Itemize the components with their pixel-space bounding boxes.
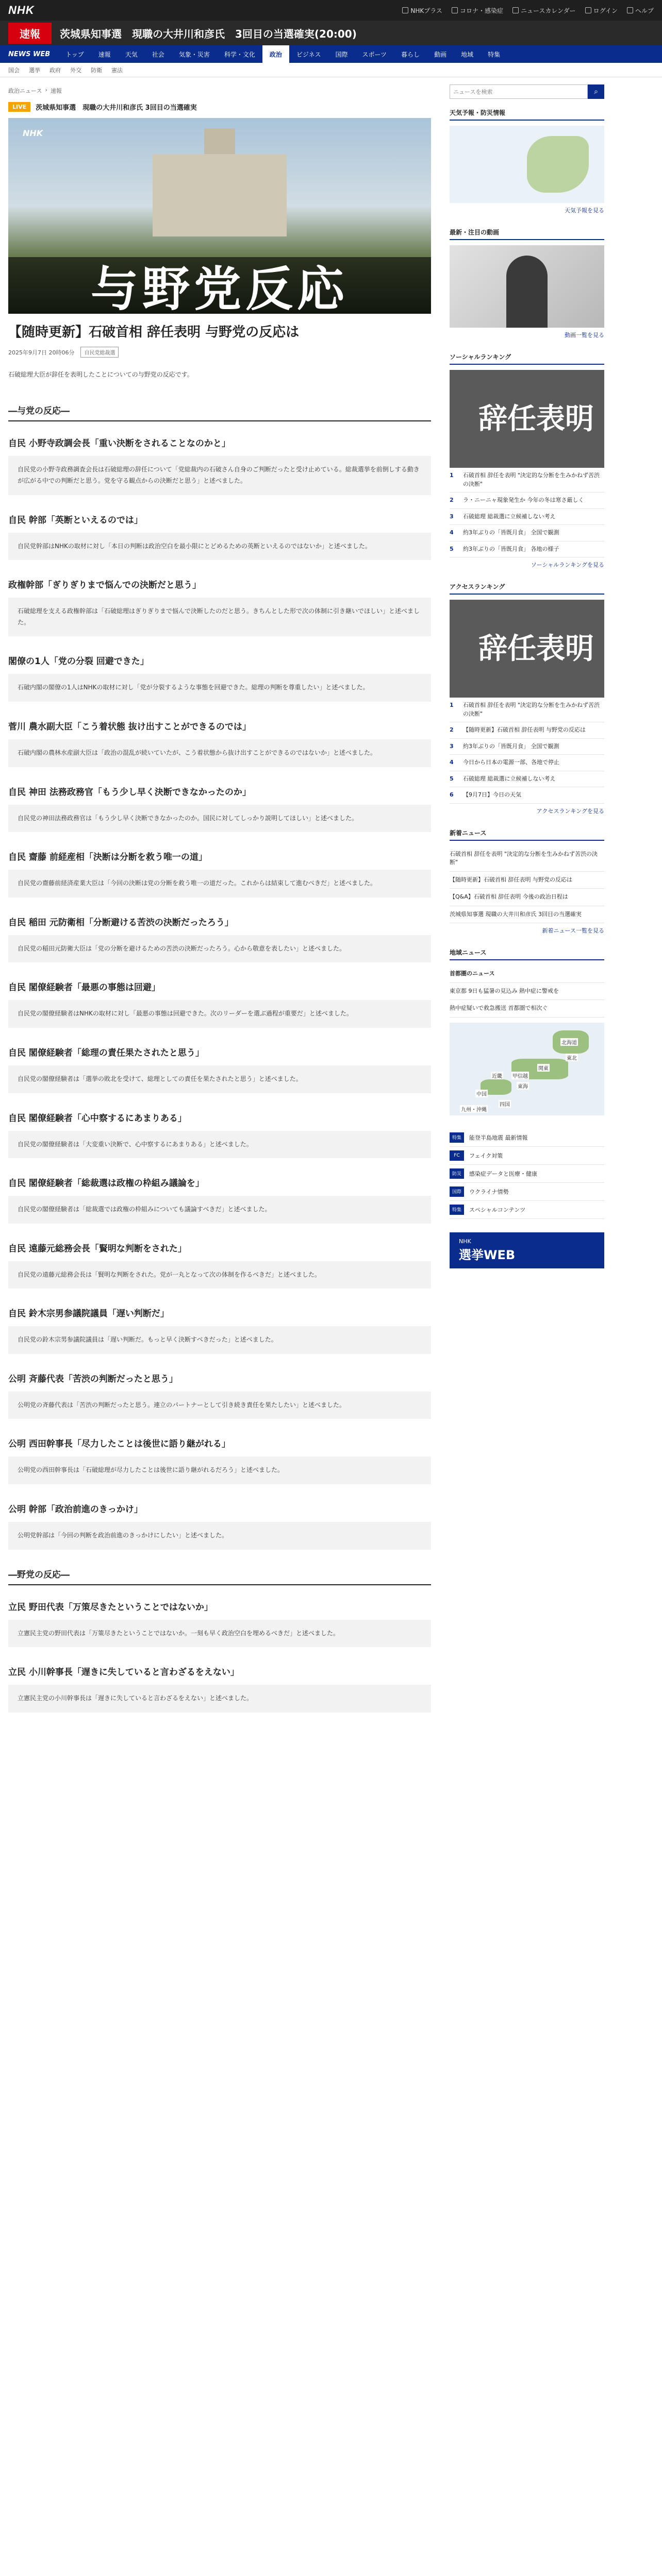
reaction-quote: 石破内閣の閣僚の1人はNHKの取材に対し「党が分裂するような事態を回避できた。総理の判断を尊重したい」と述べました。 xyxy=(8,674,431,702)
reaction-quote: 自民党の小野寺政務調査会長は石破総理の辞任について「党総裁内の石破さん自身のご判断だったと受け止めている。総裁選挙を前倒しする動きが広がる中での判断だと思う。党を守る観点からの決断だと思う」と述べました。 xyxy=(8,456,431,495)
reaction-quote: 立憲民主党の野田代表は「万策尽きたということではないか。一刻も早く政治空白を埋めるべきだ」と述べました。 xyxy=(8,1620,431,1648)
link-icon xyxy=(512,7,519,13)
news-item[interactable]: 【Q&A】石破首相 辞任表明 今後の政治日程は xyxy=(450,889,604,906)
search-input[interactable] xyxy=(450,84,588,99)
section-heading: ―与党の反応― xyxy=(8,403,431,421)
reaction-quote: 自民党の遠藤元総務会長は「賢明な判断をされた。党が一丸となって次の体制を作るべきだ」と述べました。 xyxy=(8,1261,431,1289)
link-row[interactable] xyxy=(450,1201,604,1219)
link-badge-icon: 特集 xyxy=(450,1132,464,1143)
rank-number: 2 xyxy=(450,726,454,733)
search-box xyxy=(450,84,604,99)
ranking-text: 【9月7日】今日の天気 xyxy=(463,791,521,798)
nav-item[interactable]: 国際 xyxy=(335,50,348,58)
article-title: 【随時更新】石破首相 辞任表明 与野党の反応は xyxy=(8,325,300,340)
ranking-text: 約3年ぶりの「皆既月食」 全国で観測 xyxy=(463,742,559,750)
top-link[interactable] xyxy=(452,6,503,15)
region-label[interactable]: 北海道 xyxy=(560,1038,578,1046)
ranking-text: 石破総理 総裁選に立候補しない考え xyxy=(463,775,556,782)
reaction-quote: 自民党の閣僚経験者は「大変重い決断で、心中察するにあまりある」と述べました。 xyxy=(8,1131,431,1159)
ranking-item[interactable] xyxy=(450,739,604,755)
nav-item[interactable]: トップ xyxy=(65,50,84,58)
reaction-quote: 自民党の閣僚経験者は「総裁選では政権の枠組みについても議論すべきだ」と述べました。 xyxy=(8,1196,431,1224)
reaction-quote: 立憲民主党の小川幹事長は「遅きに失していると言わざるをえない」と述べました。 xyxy=(8,1685,431,1713)
hero-caption: 与野党反応 xyxy=(8,257,431,314)
hero-image xyxy=(8,118,431,314)
section-heading: ―野党の反応― xyxy=(8,1567,431,1585)
access-list xyxy=(450,698,604,804)
subnav-item[interactable]: 防衛 xyxy=(91,66,102,74)
top-link-label: ログイン xyxy=(593,7,618,14)
local-region[interactable]: 首都圏のニュース xyxy=(450,965,604,983)
banner-nhk: NHK xyxy=(459,1238,471,1245)
top-links xyxy=(402,6,654,15)
ranking-box xyxy=(450,352,604,569)
rank-number: 3 xyxy=(450,513,454,520)
reaction-heading: 自民 齋藤 前経産相「決断は分断を救う唯一の道」 xyxy=(8,852,207,863)
reaction-heading: 公明 幹部「政治前進のきっかけ」 xyxy=(8,1504,143,1515)
link-label: フェイク対策 xyxy=(469,1152,503,1159)
reaction-heading: 自民 閣僚経験者「総理の責任果たされたと思う」 xyxy=(8,1047,204,1058)
breaking-tag: 速報 xyxy=(8,23,52,44)
breaking-text[interactable]: 茨城県知事選 現職の大井川和彦氏 3回目の当選確実(20:00) xyxy=(60,27,357,40)
reaction-heading: 自民 幹部「英断といえるのでは」 xyxy=(8,515,143,526)
japan-map-shape xyxy=(527,136,589,193)
ranking-item[interactable] xyxy=(450,698,604,722)
main-nav xyxy=(0,45,662,63)
region-label[interactable]: 中国 xyxy=(475,1090,488,1097)
nav-item[interactable]: 特集 xyxy=(488,50,501,58)
link-icon xyxy=(452,7,458,13)
subnav-item[interactable]: 憲法 xyxy=(111,66,123,74)
region-label[interactable]: 甲信越 xyxy=(511,1072,529,1079)
ranking-title: ソーシャルランキング xyxy=(450,352,604,365)
article-tag[interactable]: 自民党総裁選 xyxy=(80,347,119,358)
ranking-text: 石破首相 辞任を表明 "決定的な分断を生みかねず苦渋の決断" xyxy=(463,472,600,487)
access-box xyxy=(450,582,604,815)
rank-number: 3 xyxy=(450,742,454,750)
access-image[interactable]: 辞任表明 xyxy=(450,600,604,698)
reaction-heading: 菅川 農水副大臣「こう着状態 抜け出すことができるのでは」 xyxy=(8,721,251,732)
ranking-item[interactable] xyxy=(450,493,604,509)
region-label[interactable]: 東北 xyxy=(566,1054,578,1061)
weather-link[interactable]: 天気予報を見る xyxy=(565,207,604,214)
sub-nav xyxy=(0,63,662,77)
local-region-map[interactable] xyxy=(450,1023,604,1115)
ranking-text: 【随時更新】石破首相 辞任表明 与野党の反応は xyxy=(463,726,586,733)
ranking-text: 約3年ぶりの「皆既月食」 全国で観測 xyxy=(463,529,559,536)
article-date: 2025年9月7日 20時06分 xyxy=(8,349,75,356)
news-more-link[interactable]: 新着ニュース一覧を見る xyxy=(542,927,604,934)
link-label: 能登半島地震 最新情報 xyxy=(469,1134,528,1141)
local-items xyxy=(450,983,604,1018)
top-link[interactable] xyxy=(402,6,442,15)
region-label[interactable]: 九州・沖縄 xyxy=(460,1105,488,1113)
diet-building xyxy=(153,154,287,236)
reaction-quote: 石破内閣の農林水産副大臣は「政治の混乱が続いていたが、こう着状態から抜け出すことができるのではないか」と述べました。 xyxy=(8,739,431,767)
top-bar xyxy=(0,0,662,21)
link-row[interactable] xyxy=(450,1129,604,1147)
link-label: ウクライナ情勢 xyxy=(469,1188,509,1195)
nav-brand[interactable]: NEWS WEB xyxy=(8,50,51,58)
link-icon xyxy=(402,7,408,13)
live-text[interactable]: 茨城県知事選 現職の大井川和彦氏 3回目の当選確実 xyxy=(36,104,197,112)
reaction-quote: 自民党の齋藤前経済産業大臣は「今回の決断は党の分断を救う唯一の道だった。これからは結束して進むべきだ」と述べました。 xyxy=(8,870,431,897)
local-title: 地域ニュース xyxy=(450,948,604,960)
nav-items xyxy=(58,45,507,63)
reaction-quote: 自民党の閣僚経験者はNHKの取材に対し「最悪の事態は回避できた。次のリーダーを選ぶ過程が重要だ」と述べました。 xyxy=(8,1000,431,1028)
reaction-heading: 自民 小野寺政調会長「重い決断をされることなのかと」 xyxy=(8,438,230,449)
local-news-item[interactable]: 東京都 9日も猛暑の見込み 熱中症に警戒を xyxy=(450,983,604,1001)
breadcrumb-item[interactable]: 政治ニュース xyxy=(8,88,42,94)
reaction-heading: 自民 閣僚経験者「総裁選は政権の枠組み議論を」 xyxy=(8,1178,204,1189)
nhk-logo[interactable]: NHK xyxy=(8,4,35,16)
subnav-item[interactable]: 国会 xyxy=(8,66,20,74)
ranking-item[interactable] xyxy=(450,525,604,541)
nav-item[interactable]: 地域 xyxy=(461,50,474,58)
weather-title: 天気予報・防災情報 xyxy=(450,108,604,121)
breadcrumb-item[interactable]: 速報 xyxy=(50,88,62,94)
ranking-item[interactable] xyxy=(450,541,604,558)
nav-item[interactable]: スポーツ xyxy=(362,50,387,58)
link-icon xyxy=(585,7,591,13)
link-label: スペシャルコンテンツ xyxy=(469,1206,526,1213)
local-news-item[interactable]: 熱中症疑いで救急搬送 首都圏で相次ぐ xyxy=(450,1000,604,1018)
reaction-heading: 政権幹部「ぎりぎりまで悩んでの決断だと思う」 xyxy=(8,580,201,591)
news-item[interactable]: 茨城県知事選 現職の大井川和彦氏 3回目の当選確実 xyxy=(450,906,604,924)
video-box xyxy=(450,228,604,339)
rank-number: 4 xyxy=(450,759,454,766)
link-badge-icon: 特集 xyxy=(450,1205,464,1215)
reaction-quote: 公明党幹部は「今回の判断を政治前進のきっかけにしたい」と述べました。 xyxy=(8,1522,431,1550)
top-link-label: ヘルプ xyxy=(635,7,654,14)
weather-map[interactable] xyxy=(450,126,604,203)
article-sections xyxy=(8,403,431,1712)
reaction-quote: 自民党の閣僚経験者は「選挙の敗北を受けて、総理としての責任を果たされたと思う」と述べました。 xyxy=(8,1065,431,1093)
rank-number: 2 xyxy=(450,497,454,503)
top-link-label: コロナ・感染症 xyxy=(459,7,503,14)
link-row[interactable] xyxy=(450,1183,604,1201)
link-list xyxy=(450,1129,604,1219)
nav-item[interactable]: 科学・文化 xyxy=(224,50,255,58)
article-main xyxy=(8,77,431,1730)
reaction-quote: 公明党の斉藤代表は「苦渋の判断だったと思う。連立のパートナーとして引き続き責任を果たしたい」と述べました。 xyxy=(8,1392,431,1419)
reaction-heading: 閣僚の1人「党の分裂 回避できた」 xyxy=(8,656,149,667)
local-box xyxy=(450,948,604,1115)
reaction-heading: 立民 小川幹事長「遅きに失していると言わざるをえない」 xyxy=(8,1667,239,1678)
top-link[interactable] xyxy=(585,6,618,15)
ranking-text: 石破首相 辞任を表明 "決定的な分断を生みかねず苦渋の決断" xyxy=(463,702,600,717)
video-link[interactable]: 動画一覧を見る xyxy=(565,332,604,338)
ranking-item[interactable] xyxy=(450,468,604,493)
sidebar xyxy=(450,77,604,1730)
weather-box xyxy=(450,108,604,214)
search-icon[interactable]: ⌕ xyxy=(588,84,604,99)
top-link-label: NHKプラス xyxy=(410,7,442,14)
region-label[interactable]: 四国 xyxy=(499,1100,511,1108)
ranking-text: 約3年ぶりの「皆既月食」 各地の様子 xyxy=(463,545,559,552)
election-web-banner[interactable] xyxy=(450,1232,604,1268)
link-label: 感染症データと医療・健康 xyxy=(469,1170,537,1177)
region-label[interactable]: 近畿 xyxy=(491,1072,503,1079)
nav-item[interactable]: 社会 xyxy=(152,50,164,58)
news-item[interactable]: 石破首相 辞任を表明 "決定的な分断を生みかねず苦渋の決断" xyxy=(450,846,604,872)
nav-item[interactable]: 動画 xyxy=(434,50,447,58)
rank-number: 4 xyxy=(450,529,454,536)
news-box xyxy=(450,828,604,935)
nav-item[interactable]: 気象・災害 xyxy=(178,50,210,58)
link-badge-icon: 防災 xyxy=(450,1168,464,1179)
top-link[interactable] xyxy=(512,6,576,15)
link-icon xyxy=(627,7,633,13)
link-badge-icon: FC xyxy=(450,1150,464,1161)
live-tag: LIVE xyxy=(8,102,30,112)
article-meta xyxy=(8,347,431,358)
rank-number: 5 xyxy=(450,775,454,782)
video-thumbnail[interactable] xyxy=(450,245,604,328)
ranking-text: 今日から日本の電源一部、各地で停止 xyxy=(463,759,559,766)
ranking-item[interactable] xyxy=(450,755,604,771)
hero-nhk-mark: NHK xyxy=(23,128,43,138)
reaction-quote: 公明党の西田幹事長は「石破総理が尽力したことは後世に語り継がれるだろう」と述べました。 xyxy=(8,1456,431,1484)
ranking-image[interactable]: 辞任表明 xyxy=(450,370,604,468)
reaction-quote: 自民党幹部はNHKの取材に対し「本日の判断は政治空白を最小限にとどめるための英断といえるのではないか」と述べました。 xyxy=(8,533,431,561)
ranking-item[interactable] xyxy=(450,509,604,526)
link-row[interactable] xyxy=(450,1147,604,1165)
ranking-item[interactable] xyxy=(450,722,604,739)
nav-item[interactable]: 速報 xyxy=(98,50,111,58)
rank-number: 6 xyxy=(450,791,454,798)
video-title: 最新・注目の動画 xyxy=(450,228,604,240)
top-link-label: ニュースカレンダー xyxy=(520,7,576,14)
nav-item[interactable]: 政治 xyxy=(262,45,289,63)
live-alert[interactable] xyxy=(8,102,431,112)
ranking-list xyxy=(450,468,604,557)
reaction-heading: 立民 野田代表「万策尽きたということではないか」 xyxy=(8,1602,213,1613)
nav-item[interactable]: 天気 xyxy=(125,50,138,58)
reaction-heading: 自民 遠藤元総務会長「賢明な判断をされた」 xyxy=(8,1243,187,1254)
reaction-quote: 石破総理を支える政権幹部は「石破総理はぎりぎりまで悩んで決断したのだと思う。きちんとした形で次の体制に引き継いでほしい」と述べました。 xyxy=(8,598,431,636)
nav-item[interactable]: 暮らし xyxy=(401,50,420,58)
reaction-quote: 自民党の鈴木宗男参議院議員は「遅い判断だ。もっと早く決断すべきだった」と述べました。 xyxy=(8,1326,431,1354)
rank-number: 5 xyxy=(450,545,454,552)
region-label[interactable]: 関東 xyxy=(537,1064,550,1072)
breaking-banner[interactable] xyxy=(0,21,662,45)
ranking-text: 石破総理 総裁選に立候補しない考え xyxy=(463,513,556,520)
reaction-heading: 自民 鈴木宗男参議院議員「遅い判断だ」 xyxy=(8,1309,169,1319)
reaction-heading: 公明 斉藤代表「苦渋の判断だったと思う」 xyxy=(8,1374,178,1384)
breadcrumb: 政治ニュース › 速報 xyxy=(8,87,62,94)
news-item[interactable]: 【随時更新】石破首相 辞任表明 与野党の反応は xyxy=(450,872,604,889)
link-row[interactable] xyxy=(450,1165,604,1183)
access-more-link[interactable]: アクセスランキングを見る xyxy=(536,807,604,815)
person-silhouette xyxy=(506,256,548,328)
access-title: アクセスランキング xyxy=(450,582,604,595)
reaction-heading: 自民 閣僚経験者「最悪の事態は回避」 xyxy=(8,982,160,993)
ranking-item[interactable] xyxy=(450,787,604,804)
link-badge-icon: 国際 xyxy=(450,1187,464,1197)
reaction-quote: 自民党の稲田元防衛大臣は「党の分断を避けるための苦渋の決断だったろう。心から敬意を表したい」と述べました。 xyxy=(8,935,431,963)
reaction-quote: 自民党の神田法務政務官は「もう少し早く決断できなかったのか。国民に対してしっかり説明してほしい」と述べました。 xyxy=(8,805,431,833)
subnav-item[interactable]: 選挙 xyxy=(29,66,40,74)
rank-number: 1 xyxy=(450,472,454,479)
rank-number: 1 xyxy=(450,702,454,708)
ranking-more-link[interactable]: ソーシャルランキングを見る xyxy=(531,562,604,568)
ranking-text: ラ・ニーニャ現象発生か 今年の冬は寒さ厳しく xyxy=(463,497,584,503)
reaction-heading: 公明 西田幹事長「尽力したことは後世に語り継がれる」 xyxy=(8,1439,230,1450)
subnav-item[interactable]: 政府 xyxy=(49,66,61,74)
news-list xyxy=(450,846,604,924)
reaction-heading: 自民 閣僚経験者「心中察するにあまりある」 xyxy=(8,1113,187,1124)
reaction-heading: 自民 神田 法務政務官「もう少し早く決断できなかったのか」 xyxy=(8,787,251,798)
region-label[interactable]: 東海 xyxy=(517,1082,529,1090)
article-lead: 石破総理大臣が辞任を表明したことについての与野党の反応です。 xyxy=(8,371,193,379)
news-title: 新着ニュース xyxy=(450,828,604,841)
reaction-heading: 自民 稲田 元防衛相「分断避ける苦渋の決断だったろう」 xyxy=(8,917,234,928)
top-link[interactable] xyxy=(627,6,654,15)
nav-item[interactable]: ビジネス xyxy=(296,50,321,58)
ranking-item[interactable] xyxy=(450,771,604,788)
banner-title: 選挙WEB xyxy=(459,1247,516,1262)
subnav-item[interactable]: 外交 xyxy=(70,66,81,74)
